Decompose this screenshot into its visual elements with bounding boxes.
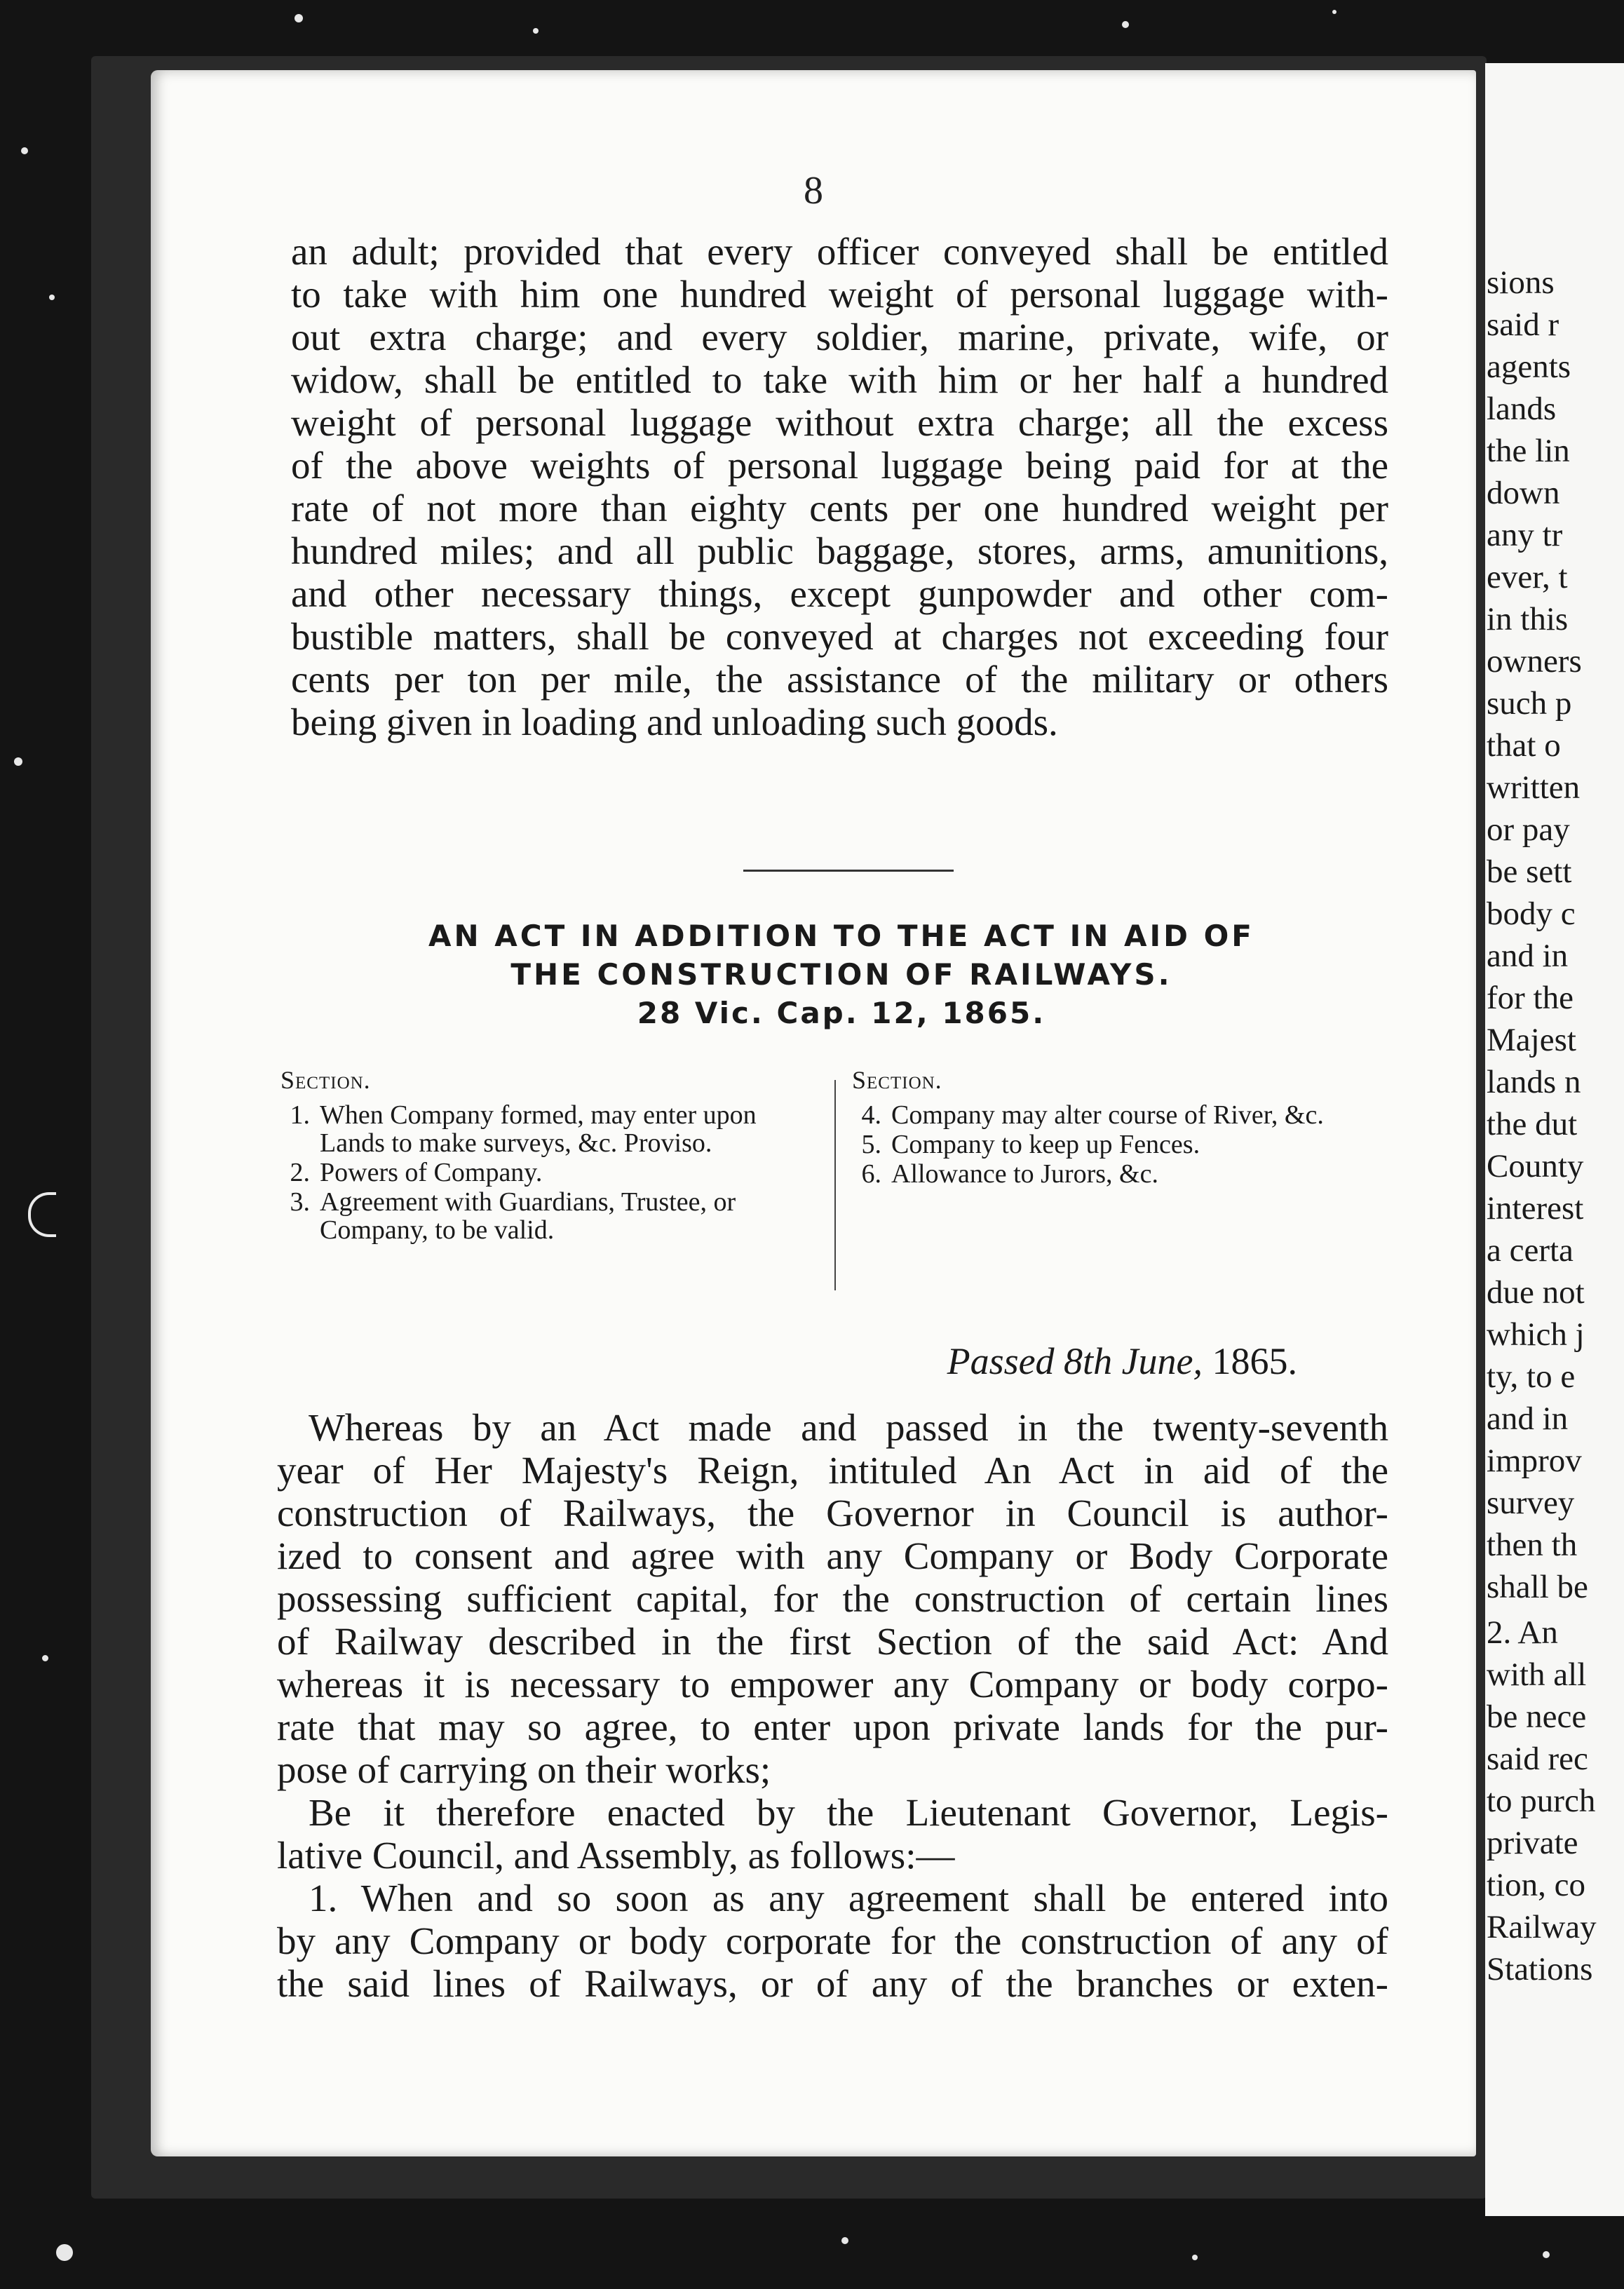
book-page — [151, 70, 1476, 2156]
sections-column-left — [280, 1066, 813, 1245]
speck — [56, 2244, 73, 2261]
text-line: possessing sufficient capital, for the construction of certain lines — [277, 1577, 1388, 1620]
fragment-line: 2. An — [1487, 1614, 1558, 1651]
section-entry — [852, 1160, 1399, 1188]
text-line: to take with him one hundred weight of personal luggage with- — [291, 273, 1388, 316]
speck — [49, 295, 55, 300]
fragment-line: the lin — [1487, 433, 1570, 469]
fragment-line: lands n — [1487, 1064, 1581, 1100]
speck — [21, 147, 28, 154]
text-line: hundred miles; and all public baggage, stores, arms, amunitions, — [291, 529, 1388, 572]
fragment-line: said rec — [1487, 1741, 1588, 1777]
fragment-line: sions — [1487, 264, 1555, 301]
fragment-line: due not — [1487, 1274, 1585, 1311]
text-line: cents per ton per mile, the assistance of the military or others — [291, 658, 1388, 701]
text-line: pose of carrying on their works; — [277, 1748, 771, 1791]
speck — [42, 1655, 48, 1661]
sections-column-right — [852, 1066, 1399, 1189]
section-number: 5. — [861, 1130, 881, 1159]
speck — [295, 14, 303, 22]
speck — [1122, 21, 1129, 28]
column-divider — [834, 1080, 836, 1290]
section-summary: Company to keep up Fences. — [891, 1130, 1200, 1159]
passed-year: 1865. — [1212, 1340, 1297, 1382]
act-title-line-1: AN ACT IN ADDITION TO THE ACT IN AID OF — [428, 919, 1254, 953]
fragment-line: for the — [1487, 980, 1574, 1016]
fragment-line: ever, t — [1487, 559, 1568, 595]
section-number: 2. — [290, 1158, 310, 1187]
speck — [14, 757, 22, 766]
text-line: widow, shall be entitled to take with him or her half a hundred — [291, 358, 1388, 401]
fragment-line: ty, to e — [1487, 1358, 1576, 1395]
text-line: 1. When and so soon as any agreement shall be entered into — [309, 1877, 1388, 1919]
fragment-line: shall be — [1487, 1569, 1588, 1605]
fragment-line: County — [1487, 1148, 1584, 1184]
fragment-line: such p — [1487, 685, 1572, 722]
fragment-line: improv — [1487, 1443, 1582, 1479]
fragment-line: down — [1487, 475, 1560, 511]
continuation-paragraph — [291, 230, 1388, 743]
fragment-line: body c — [1487, 896, 1576, 932]
fragment-line: survey — [1487, 1485, 1575, 1521]
fragment-line: any tr — [1487, 517, 1563, 553]
speck — [1332, 10, 1337, 14]
fragment-line: Railway — [1487, 1909, 1597, 1945]
speck — [841, 2237, 848, 2244]
section-number: 1. — [290, 1100, 310, 1130]
section-summary: Company may alter course of River, &c. — [891, 1100, 1324, 1130]
fragment-line: Majest — [1487, 1022, 1576, 1058]
fragment-line: with all — [1487, 1656, 1587, 1693]
page-number: 8 — [804, 169, 823, 212]
text-line: year of Her Majesty's Reign, intituled An Act in aid of the — [277, 1449, 1388, 1492]
text-line: out extra charge; and every soldier, marine, private, wife, or — [291, 316, 1388, 358]
fragment-line: private — [1487, 1825, 1578, 1861]
preamble-paragraph — [277, 1406, 1388, 2005]
fragment-line: lands — [1487, 391, 1557, 427]
text-line: the said lines of Railways, or of any of the branches or exten- — [277, 1962, 1388, 2005]
fragment-line: agents — [1487, 349, 1571, 385]
text-line: weight of personal luggage without extra charge; all the excess — [291, 401, 1388, 444]
section-heading: Section. — [852, 1066, 942, 1094]
section-number: 4. — [861, 1100, 881, 1130]
fragment-line: said r — [1487, 306, 1559, 343]
section-summary: When Company formed, may enter upon Lands to make surveys, &c. Proviso. — [320, 1100, 757, 1158]
text-line: an adult; provided that every officer conveyed shall be entitled — [291, 230, 1388, 273]
section-divider-rule — [743, 870, 954, 872]
fragment-line: a certa — [1487, 1232, 1574, 1269]
fragment-line: and in — [1487, 1400, 1569, 1437]
text-line: by any Company or body corporate for the construction of any of — [277, 1919, 1388, 1962]
section-entry — [280, 1188, 813, 1244]
speck — [1543, 2251, 1550, 2258]
fragment-line: which j — [1487, 1316, 1585, 1353]
section-number: 6. — [861, 1159, 881, 1189]
fragment-line: the dut — [1487, 1106, 1578, 1142]
text-line: Whereas by an Act made and passed in the twenty-seventh — [309, 1406, 1388, 1449]
fragment-line: written — [1487, 769, 1581, 806]
text-line: being given in loading and unloading such goods. — [291, 701, 1058, 743]
speck — [533, 28, 539, 34]
fragment-line: or pay — [1487, 811, 1570, 848]
text-line: and other necessary things, except gunpowder and other com- — [291, 572, 1388, 615]
passed-date — [947, 1339, 1297, 1383]
fragment-line: be nece — [1487, 1699, 1587, 1735]
fragment-line: that o — [1487, 727, 1561, 764]
text-line: bustible matters, shall be conveyed at charges not exceeding four — [291, 615, 1388, 658]
text-line: rate of not more than eighty cents per one hundred weight per — [291, 487, 1388, 529]
fragment-line: interest — [1487, 1190, 1584, 1227]
section-entry — [852, 1130, 1399, 1159]
fragment-line: tion, co — [1487, 1867, 1585, 1903]
section-entry — [280, 1101, 813, 1157]
section-heading: Section. — [280, 1066, 371, 1094]
text-line: construction of Railways, the Governor in Council is author- — [277, 1492, 1388, 1534]
text-line: of Railway described in the first Section of the said Act: And — [277, 1620, 1388, 1663]
text-line: rate that may so agree, to enter upon private lands for the pur- — [277, 1706, 1388, 1748]
fragment-line: then th — [1487, 1527, 1578, 1563]
act-title-line-2: THE CONSTRUCTION OF RAILWAYS. — [510, 957, 1172, 992]
section-number: 3. — [290, 1187, 310, 1217]
fragment-line: in this — [1487, 601, 1569, 637]
fragment-line: and in — [1487, 938, 1569, 974]
text-line: ized to consent and agree with any Company or Body Corporate — [277, 1534, 1388, 1577]
text-line: lative Council, and Assembly, as follows:— — [277, 1834, 955, 1877]
section-summary: Powers of Company. — [320, 1158, 543, 1187]
binding-mark — [28, 1192, 56, 1237]
act-citation: 28 Vic. Cap. 12, 1865. — [637, 996, 1046, 1030]
fragment-line: to purch — [1487, 1783, 1596, 1819]
text-line: Be it therefore enacted by the Lieutenant Governor, Legis- — [309, 1791, 1388, 1834]
fragment-line: Stations — [1487, 1951, 1593, 1987]
section-entry — [852, 1101, 1399, 1129]
facing-page-fragment — [1485, 63, 1624, 2216]
text-line: whereas it is necessary to empower any Company or body corpo- — [277, 1663, 1388, 1706]
section-entry — [280, 1159, 813, 1187]
fragment-line: owners — [1487, 643, 1582, 680]
text-line: of the above weights of personal luggage being paid for at the — [291, 444, 1388, 487]
speck — [1192, 2255, 1198, 2260]
passed-date-prefix: Passed 8th June, — [947, 1340, 1203, 1382]
section-summary: Allowance to Jurors, &c. — [891, 1159, 1158, 1189]
fragment-line: be sett — [1487, 853, 1572, 890]
section-summary: Agreement with Guardians, Trustee, or Company, to be valid. — [320, 1187, 736, 1245]
